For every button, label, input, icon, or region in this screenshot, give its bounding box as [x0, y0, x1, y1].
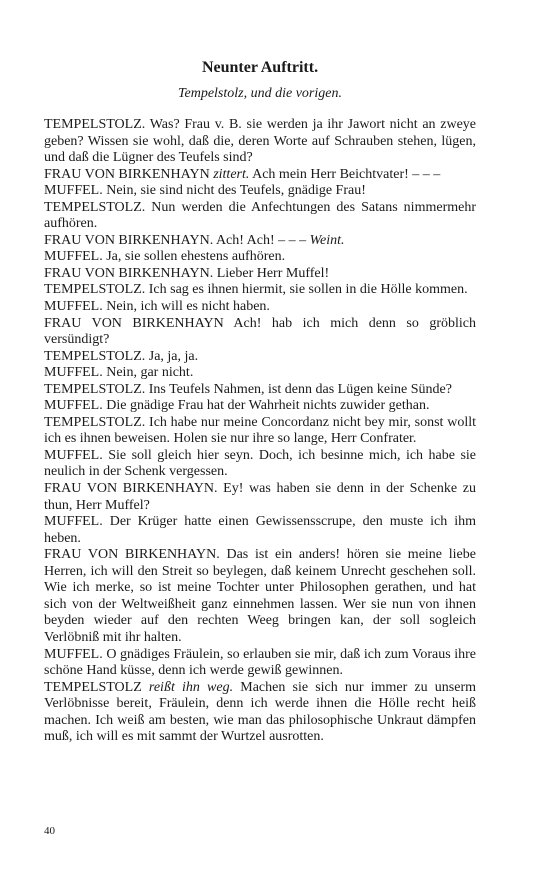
scene-subtitle: Tempelstolz, und die vorigen. [178, 86, 342, 101]
dialogue-line [44, 266, 476, 283]
speaker-name: FRAU VON BIRKENHAYN [44, 315, 224, 331]
speaker-name: TEMPELSTOLZ. [44, 381, 146, 397]
dialogue-line [44, 680, 476, 746]
scene-title: Neunter Auftritt. [201, 59, 319, 76]
dialogue-body [44, 117, 476, 746]
dialogue-line [44, 282, 476, 299]
dialogue-line [44, 448, 476, 481]
speaker-name: TEMPELSTOLZ. [44, 414, 146, 430]
speaker-name: TEMPELSTOLZ. [44, 199, 146, 215]
dialogue-line [44, 249, 476, 266]
dialogue-line [44, 382, 476, 399]
spoken-text: Ach! hab ich mich denn so gröblich versündigt? [44, 315, 476, 348]
spoken-text: Ins Teufels Nahmen, ist denn das Lügen keine Sünde? [148, 381, 452, 397]
spoken-text: Nein, sie sind nicht des Teufels, gnädige Frau! [106, 183, 366, 199]
page-number: 40 [44, 825, 55, 837]
dialogue-line [44, 316, 476, 349]
speaker-name: MUFFEL. [44, 249, 103, 265]
dialogue-line [44, 481, 476, 514]
spoken-text: Machen sie sich nur immer zu unserm Verlöbnisse bereit, Fräulein, denn ich werde ihnen die Hölle recht heiß machen. Ich weiß am besten, wie man das philosophische Unkraut dämpfen muß, ich will es mit sammt der Wurtzel ausrotten. [44, 679, 477, 745]
dialogue-line [44, 349, 476, 366]
dialogue-line [44, 299, 476, 316]
stage-direction: zittert. [213, 166, 250, 182]
spoken-text: Sie soll gleich hier seyn. Doch, ich besinne mich, ich habe sie neulich in der Schenk vergessen. [44, 447, 476, 480]
speaker-name: TEMPELSTOLZ. [44, 348, 146, 364]
spoken-text: Ja, ja, ja. [148, 348, 199, 364]
speaker-name: MUFFEL. [44, 365, 103, 381]
spoken-text: Ja, sie sollen ehestens aufhören. [106, 249, 286, 265]
dialogue-line [44, 183, 476, 200]
stage-direction: reißt ihn weg. [148, 679, 234, 695]
spoken-text: Der Krüger hatte einen Gewissensscrupe, den muste ich ihm heben. [44, 514, 477, 546]
spoken-text: Was? Frau v. B. sie werden ja ihr Jawort nicht an zweye geben? Wissen sie wohl, daß die, deren Worte auf Schrauben stehen, lügen, und daß die Lügner des Teufels sind? [44, 117, 476, 166]
speaker-name: MUFFEL. [44, 514, 103, 530]
spoken-text: Ey! was haben sie denn in der Schenke zu thun, Herr Muffel? [44, 481, 476, 513]
speaker-name: TEMPELSTOLZ. [44, 117, 146, 132]
speaker-name: FRAU VON BIRKENHAYN [44, 166, 210, 182]
dialogue-line [44, 365, 476, 382]
dialogue-line [44, 514, 476, 547]
speaker-name: FRAU VON BIRKENHAYN. [44, 481, 218, 497]
spoken-text: Ach mein Herr Beichtvater! – – – [252, 166, 441, 182]
speaker-name: MUFFEL. [44, 398, 103, 414]
spoken-text: Nein, ich will es nicht haben. [106, 299, 270, 315]
dialogue-line [44, 233, 476, 250]
speaker-name: TEMPELSTOLZ [44, 679, 142, 695]
spoken-text: Nein, gar nicht. [106, 365, 194, 381]
spoken-text: O gnädiges Fräulein, so erlauben sie mir, daß ich zum Voraus ihre schöne Hand küsse, denn ich werde gewiß gewinnen. [44, 646, 476, 679]
spoken-text: Die gnädige Frau hat der Wahrheit nichts zuwider gethan. [106, 398, 430, 414]
speaker-name: FRAU VON BIRKENHAYN. [44, 265, 214, 281]
dialogue-line [44, 647, 476, 680]
dialogue-line [44, 167, 476, 184]
dialogue-line [44, 200, 476, 233]
speaker-name: MUFFEL. [44, 299, 103, 315]
spoken-text: Ich sag es ihnen hiermit, sie sollen in die Hölle kommen. [148, 282, 468, 298]
speaker-name: MUFFEL. [44, 183, 103, 199]
spoken-text: Nun werden die Anfechtungen des Satans nimmermehr aufhören. [44, 199, 476, 232]
dialogue-line [44, 415, 476, 448]
speaker-name: MUFFEL. [44, 447, 103, 463]
dialogue-line [44, 547, 476, 646]
spoken-text: Ach! Ach! – – – [215, 232, 307, 248]
page-content [44, 58, 476, 746]
dialogue-line [44, 117, 476, 167]
speaker-name: MUFFEL. [44, 646, 103, 662]
spoken-text: Das ist ein anders! hören sie meine liebe Herren, ich will den Streit so beylegen, daß keinem Unrecht geschehen soll. Wie ich merke, so ist meine Tochter unter Philosophen gerathen, und hat sich von der Weltweißheit ganz einnehmen lassen. Wer sie nun von ihnen beyden wieder auf den rechten Weeg bringen kan, der soll sogleich Verlöbniß mit ihr halten. [44, 547, 476, 645]
spoken-text: Ich habe nur meine Concordanz nicht bey mir, sonst wollt ich es ihnen beweisen. Holen sie nur ihre so lange, Herr Confrater. [44, 414, 477, 447]
spoken-text: Lieber Herr Muffel! [216, 265, 330, 281]
speaker-name: FRAU VON BIRKENHAYN. [44, 232, 214, 248]
speaker-name: FRAU VON BIRKENHAYN. [44, 547, 220, 563]
stage-direction: Weint. [309, 232, 345, 248]
speaker-name: TEMPELSTOLZ. [44, 282, 146, 298]
dialogue-line [44, 398, 476, 415]
